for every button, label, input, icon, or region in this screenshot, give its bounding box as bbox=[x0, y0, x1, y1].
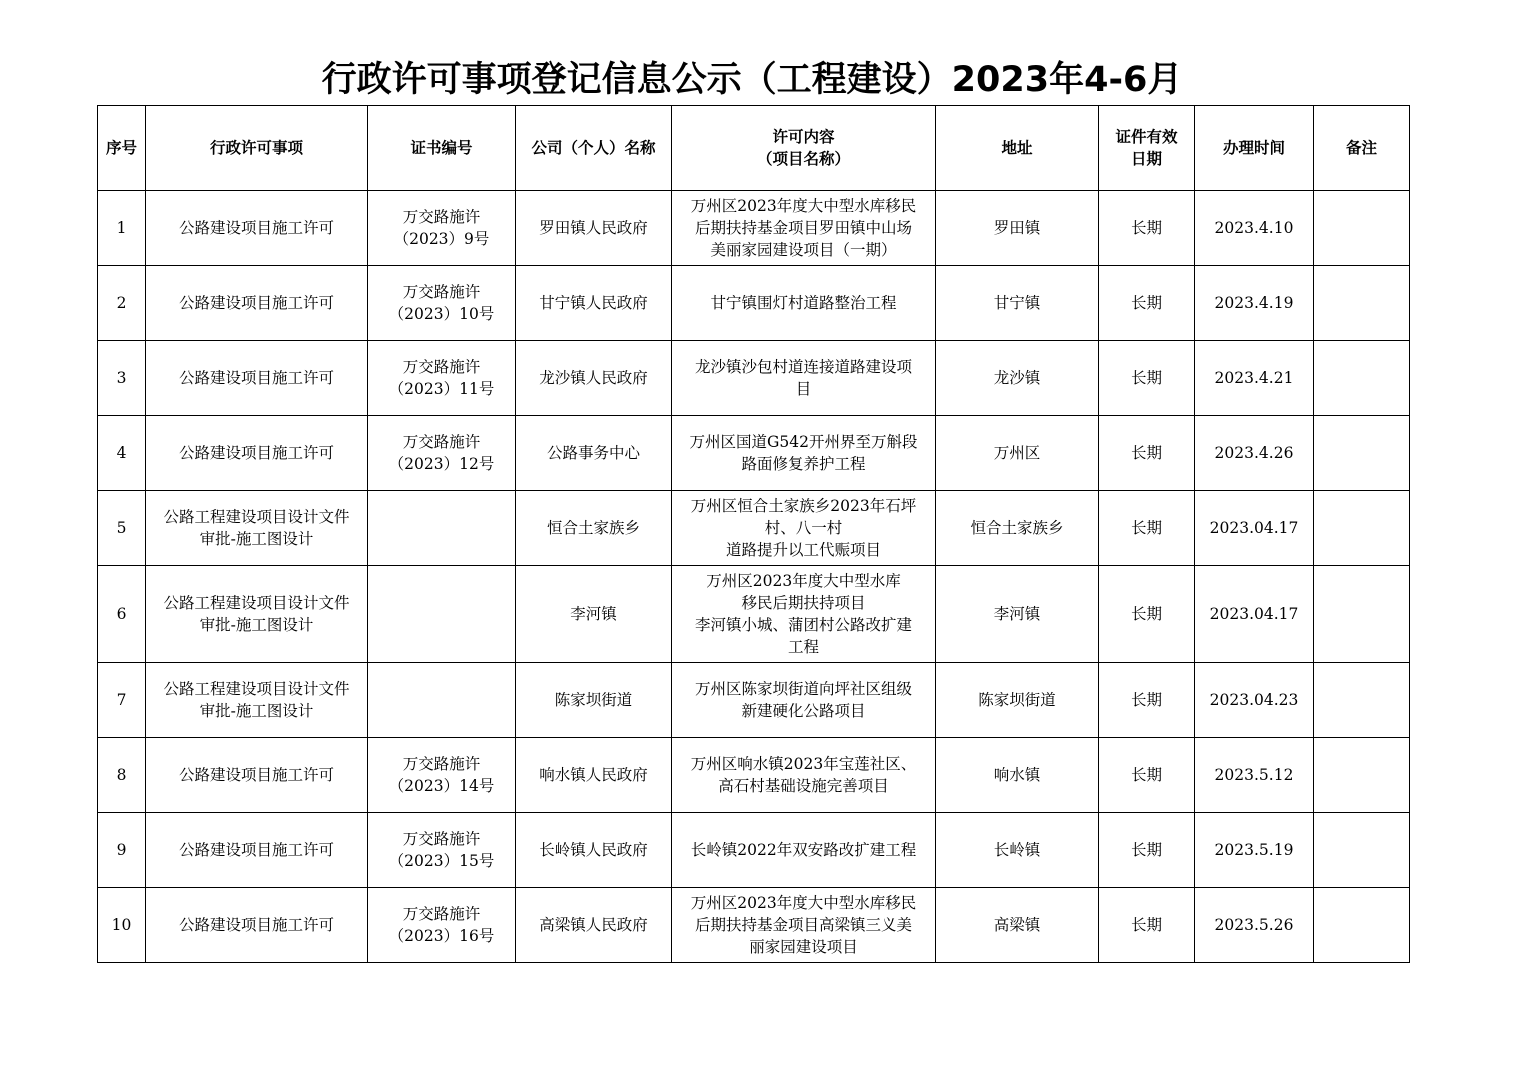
cell-item: 公路建设项目施工许可 bbox=[146, 266, 368, 341]
cell-remark bbox=[1314, 566, 1410, 663]
cell-address: 恒合土家族乡 bbox=[936, 491, 1099, 566]
cell-remark bbox=[1314, 416, 1410, 491]
cell-cert bbox=[368, 566, 516, 663]
cell-date: 2023.04.23 bbox=[1195, 663, 1314, 738]
header-cert: 证书编号 bbox=[368, 106, 516, 191]
cell-address: 陈家坝街道 bbox=[936, 663, 1099, 738]
cell-company: 甘宁镇人民政府 bbox=[516, 266, 672, 341]
table-row bbox=[98, 266, 1410, 341]
cell-remark bbox=[1314, 341, 1410, 416]
table-row bbox=[98, 341, 1410, 416]
cell-item: 公路建设项目施工许可 bbox=[146, 191, 368, 266]
cell-seq: 4 bbox=[98, 416, 146, 491]
header-row bbox=[98, 106, 1410, 191]
cell-valid: 长期 bbox=[1099, 888, 1195, 963]
header-seq: 序号 bbox=[98, 106, 146, 191]
table-row bbox=[98, 738, 1410, 813]
cell-content: 万州区2023年度大中型水库移民 后期扶持基金项目高梁镇三义美 丽家园建设项目 bbox=[672, 888, 936, 963]
cell-date: 2023.04.17 bbox=[1195, 566, 1314, 663]
cell-date: 2023.04.17 bbox=[1195, 491, 1314, 566]
header-company: 公司（个人）名称 bbox=[516, 106, 672, 191]
table-row bbox=[98, 191, 1410, 266]
cell-company: 龙沙镇人民政府 bbox=[516, 341, 672, 416]
cell-seq: 2 bbox=[98, 266, 146, 341]
cell-valid: 长期 bbox=[1099, 491, 1195, 566]
header-address: 地址 bbox=[936, 106, 1099, 191]
cell-valid: 长期 bbox=[1099, 341, 1195, 416]
cell-seq: 6 bbox=[98, 566, 146, 663]
cell-company: 陈家坝街道 bbox=[516, 663, 672, 738]
cell-valid: 长期 bbox=[1099, 566, 1195, 663]
table-row bbox=[98, 663, 1410, 738]
cell-address: 响水镇 bbox=[936, 738, 1099, 813]
cell-date: 2023.5.12 bbox=[1195, 738, 1314, 813]
cell-valid: 长期 bbox=[1099, 663, 1195, 738]
cell-remark bbox=[1314, 266, 1410, 341]
cell-content: 万州区响水镇2023年宝莲社区、 高石村基础设施完善项目 bbox=[672, 738, 936, 813]
table-row bbox=[98, 813, 1410, 888]
cell-valid: 长期 bbox=[1099, 738, 1195, 813]
cell-seq: 8 bbox=[98, 738, 146, 813]
cell-seq: 5 bbox=[98, 491, 146, 566]
cell-address: 高梁镇 bbox=[936, 888, 1099, 963]
cell-seq: 3 bbox=[98, 341, 146, 416]
header-content: 许可内容 （项目名称） bbox=[672, 106, 936, 191]
cell-item: 公路建设项目施工许可 bbox=[146, 888, 368, 963]
cell-company: 长岭镇人民政府 bbox=[516, 813, 672, 888]
table-row bbox=[98, 416, 1410, 491]
cell-content: 万州区陈家坝街道向坪社区组级 新建硬化公路项目 bbox=[672, 663, 936, 738]
cell-cert: 万交路施许 （2023）10号 bbox=[368, 266, 516, 341]
table-row bbox=[98, 491, 1410, 566]
cell-company: 响水镇人民政府 bbox=[516, 738, 672, 813]
cell-content: 长岭镇2022年双安路改扩建工程 bbox=[672, 813, 936, 888]
cell-address: 万州区 bbox=[936, 416, 1099, 491]
cell-valid: 长期 bbox=[1099, 266, 1195, 341]
header-valid: 证件有效 日期 bbox=[1099, 106, 1195, 191]
cell-cert: 万交路施许 （2023）9号 bbox=[368, 191, 516, 266]
cell-company: 李河镇 bbox=[516, 566, 672, 663]
header-date: 办理时间 bbox=[1195, 106, 1314, 191]
cell-item: 公路建设项目施工许可 bbox=[146, 341, 368, 416]
cell-cert bbox=[368, 663, 516, 738]
table-row bbox=[98, 888, 1410, 963]
cell-item: 公路工程建设项目设计文件 审批-施工图设计 bbox=[146, 566, 368, 663]
cell-company: 高梁镇人民政府 bbox=[516, 888, 672, 963]
cell-item: 公路建设项目施工许可 bbox=[146, 416, 368, 491]
cell-content: 甘宁镇围灯村道路整治工程 bbox=[672, 266, 936, 341]
cell-content: 万州区2023年度大中型水库移民 后期扶持基金项目罗田镇中山场 美丽家园建设项目（一期） bbox=[672, 191, 936, 266]
cell-valid: 长期 bbox=[1099, 813, 1195, 888]
cell-company: 恒合土家族乡 bbox=[516, 491, 672, 566]
table-row bbox=[98, 566, 1410, 663]
cell-date: 2023.4.10 bbox=[1195, 191, 1314, 266]
cell-seq: 1 bbox=[98, 191, 146, 266]
cell-valid: 长期 bbox=[1099, 191, 1195, 266]
cell-cert: 万交路施许 （2023）11号 bbox=[368, 341, 516, 416]
cell-cert: 万交路施许 （2023）16号 bbox=[368, 888, 516, 963]
cell-remark bbox=[1314, 491, 1410, 566]
cell-remark bbox=[1314, 663, 1410, 738]
cell-item: 公路工程建设项目设计文件 审批-施工图设计 bbox=[146, 663, 368, 738]
cell-remark bbox=[1314, 813, 1410, 888]
cell-seq: 7 bbox=[98, 663, 146, 738]
cell-item: 公路建设项目施工许可 bbox=[146, 813, 368, 888]
cell-seq: 10 bbox=[98, 888, 146, 963]
cell-cert: 万交路施许 （2023）15号 bbox=[368, 813, 516, 888]
cell-content: 万州区国道G542开州界至万斛段 路面修复养护工程 bbox=[672, 416, 936, 491]
cell-item: 公路工程建设项目设计文件 审批-施工图设计 bbox=[146, 491, 368, 566]
cell-content: 万州区恒合土家族乡2023年石坪 村、八一村 道路提升以工代赈项目 bbox=[672, 491, 936, 566]
cell-content: 万州区2023年度大中型水库 移民后期扶持项目 李河镇小城、蒲团村公路改扩建 工程 bbox=[672, 566, 936, 663]
cell-valid: 长期 bbox=[1099, 416, 1195, 491]
cell-content: 龙沙镇沙包村道连接道路建设项 目 bbox=[672, 341, 936, 416]
cell-item: 公路建设项目施工许可 bbox=[146, 738, 368, 813]
cell-address: 甘宁镇 bbox=[936, 266, 1099, 341]
cell-date: 2023.4.19 bbox=[1195, 266, 1314, 341]
header-remark: 备注 bbox=[1314, 106, 1410, 191]
cell-date: 2023.5.26 bbox=[1195, 888, 1314, 963]
permit-table bbox=[97, 105, 1410, 963]
cell-address: 李河镇 bbox=[936, 566, 1099, 663]
cell-cert: 万交路施许 （2023）14号 bbox=[368, 738, 516, 813]
cell-cert: 万交路施许 （2023）12号 bbox=[368, 416, 516, 491]
cell-seq: 9 bbox=[98, 813, 146, 888]
cell-address: 罗田镇 bbox=[936, 191, 1099, 266]
cell-remark bbox=[1314, 191, 1410, 266]
cell-remark bbox=[1314, 888, 1410, 963]
cell-address: 长岭镇 bbox=[936, 813, 1099, 888]
cell-company: 公路事务中心 bbox=[516, 416, 672, 491]
cell-date: 2023.4.21 bbox=[1195, 341, 1314, 416]
cell-company: 罗田镇人民政府 bbox=[516, 191, 672, 266]
cell-date: 2023.4.26 bbox=[1195, 416, 1314, 491]
page-title: 行政许可事项登记信息公示（工程建设）2023年4-6月 bbox=[321, 60, 1183, 100]
cell-remark bbox=[1314, 738, 1410, 813]
cell-address: 龙沙镇 bbox=[936, 341, 1099, 416]
header-item: 行政许可事项 bbox=[146, 106, 368, 191]
cell-cert bbox=[368, 491, 516, 566]
cell-date: 2023.5.19 bbox=[1195, 813, 1314, 888]
